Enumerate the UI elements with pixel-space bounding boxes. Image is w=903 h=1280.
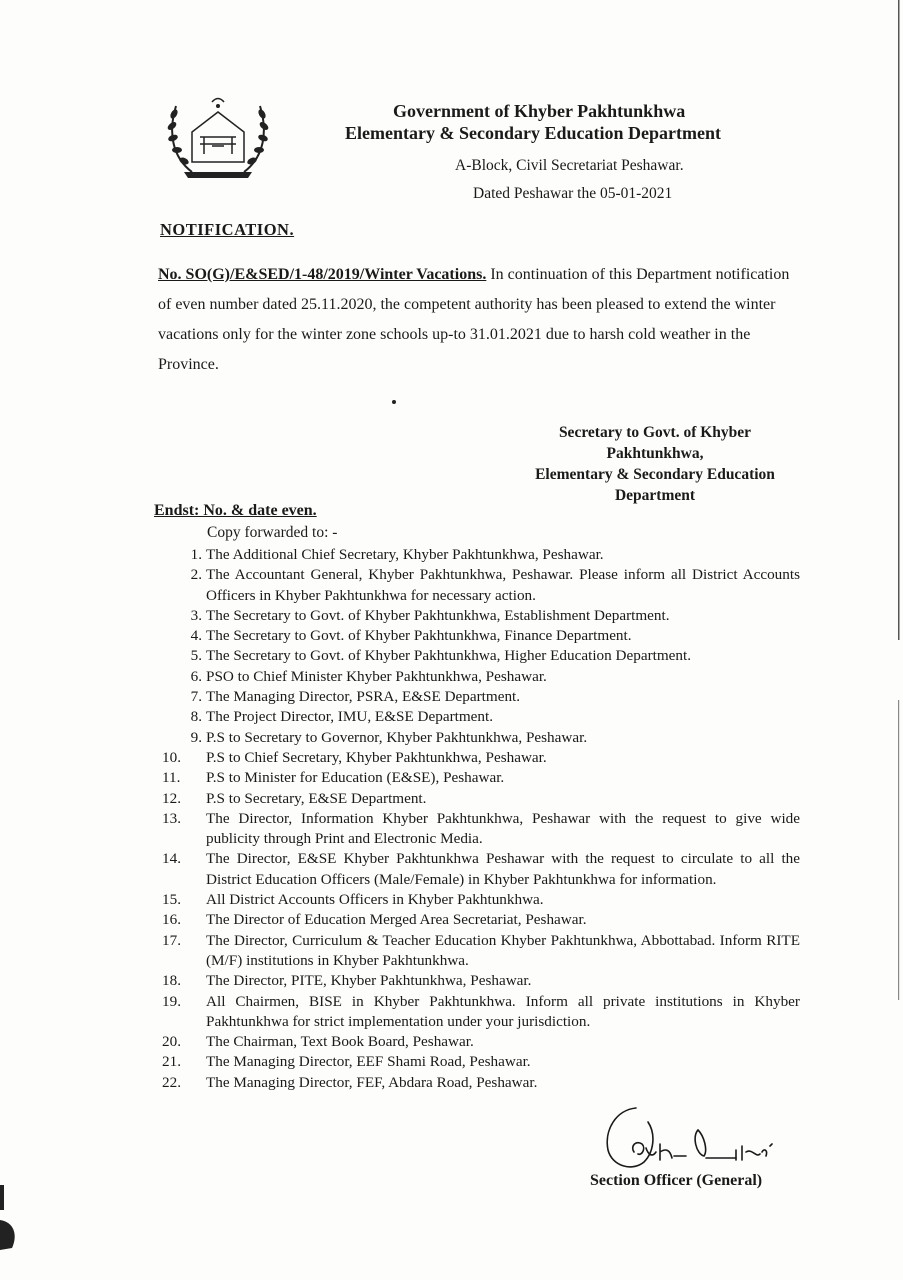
list-item-number: 1. (190, 546, 202, 563)
list-item-text: The Accountant General, Khyber Pakhtunkhwa, Peshawar. Please inform all District Accounts Officers in Khyber Pakhtunkhwa for necessary action. (206, 566, 800, 604)
list-item (162, 748, 800, 768)
list-item (168, 687, 800, 707)
list-item-number: 6. (190, 667, 202, 685)
list-item (162, 992, 800, 1033)
notification-body (158, 260, 803, 380)
distribution-list (162, 545, 800, 1093)
list-item-number: 9. (190, 728, 202, 746)
signatory-line: Secretary to Govt. of Khyber (558, 424, 752, 441)
list-item (162, 1052, 800, 1072)
letterhead (345, 100, 815, 204)
list-item-text: The Managing Director, EEF Shami Road, Peshawar. (206, 1053, 531, 1071)
list-item-text: P.S to Chief Secretary, Khyber Pakhtunkhwa, Peshawar. (206, 748, 547, 766)
list-item-number: 12. (162, 789, 181, 807)
notification-title: NOTIFICATION. (160, 220, 295, 239)
endorsement-title: Endst: No. & date even. (154, 502, 317, 519)
letterhead-department: Elementary & Secondary Education Department (345, 123, 721, 143)
list-item-number: 18. (162, 972, 181, 990)
list-item-number: 5. (190, 647, 202, 665)
list-item-number: 2. (190, 566, 202, 584)
list-item-text: The Chairman, Text Book Board, Peshawar. (206, 1033, 474, 1051)
list-item-number: 22. (162, 1073, 181, 1091)
list-item (168, 626, 800, 646)
notification-reference: No. SO(G)/E&SED/1-48/2019/Winter Vacations. (158, 266, 487, 283)
list-item (162, 768, 800, 788)
list-item-text: P.S to Secretary, E&SE Department. (206, 789, 427, 807)
list-item-text: The Secretary to Govt. of Khyber Pakhtunkhwa, Establishment Department. (206, 606, 670, 624)
list-item-number: 10. (162, 748, 181, 766)
list-item-text: The Secretary to Govt. of Khyber Pakhtunkhwa, Higher Education Department. (206, 647, 692, 665)
list-item-number: 14. (162, 850, 181, 868)
list-item (168, 707, 800, 727)
signatory-line: Elementary & Secondary Education (535, 466, 775, 483)
list-item (168, 667, 800, 687)
list-item-number: 17. (162, 931, 181, 949)
list-item-text: P.S to Minister for Education (E&SE), Peshawar. (206, 769, 505, 787)
list-item-number: 20. (162, 1033, 181, 1051)
list-item (162, 809, 800, 850)
list-item-number: 11. (162, 769, 181, 787)
notification-text: In continuation of this Department notification of even number dated 25.11.2020, the competent authority has been pleased to extend the winter vacations only for the winter zone schools up-to 31.01.2021 due to harsh cold weather in the Province. (158, 266, 790, 373)
letterhead-government: Government of Khyber Pakhtunkhwa (393, 101, 686, 121)
list-item (168, 606, 800, 626)
list-item-text: The Project Director, IMU, E&SE Department. (206, 708, 494, 726)
list-item-text: The Director, PITE, Khyber Pakhtunkhwa, Peshawar. (206, 972, 532, 990)
list-item-number: 15. (162, 891, 181, 909)
signatory-line: Pakhtunkhwa, (606, 445, 704, 462)
signatory-line: Department (614, 487, 696, 504)
list-item (162, 931, 800, 972)
stray-dot (392, 400, 396, 404)
letterhead-address: A-Block, Civil Secretariat Peshawar. (455, 157, 684, 174)
section-officer-title: Section Officer (General) (590, 1172, 763, 1189)
list-item-text: The Director of Education Merged Area Secretariat, Peshawar. (206, 911, 587, 929)
scan-edge-artifact-icon (898, 0, 901, 1280)
list-item (168, 545, 800, 565)
list-item-text: The Additional Chief Secretary, Khyber Pakhtunkhwa, Peshawar. (206, 546, 604, 563)
list-item-text: All District Accounts Officers in Khyber Pakhtunkhwa. (206, 891, 544, 909)
list-item-text: The Secretary to Govt. of Khyber Pakhtunkhwa, Finance Department. (206, 627, 632, 645)
list-item (162, 1032, 800, 1052)
letterhead-date: Dated Peshawar the 05-01-2021 (473, 185, 673, 202)
list-item-number: 16. (162, 911, 181, 929)
list-item-number: 7. (190, 688, 202, 706)
list-item-text: The Director, Information Khyber Pakhtunkhwa, Peshawar with the request to give wide publicity through Print and Electronic Media. (206, 809, 800, 848)
list-item-text: All Chairmen, BISE in Khyber Pakhtunkhwa. Inform all private institutions in Khyber Pakhtunkhwa for strict implementation under your jurisdiction. (206, 992, 800, 1030)
signatory-block (505, 422, 805, 506)
list-item (162, 890, 800, 910)
scan-edge-artifact-icon (0, 1180, 22, 1255)
list-item (162, 1073, 800, 1093)
list-item-number: 4. (190, 627, 202, 645)
list-item-text: The Managing Director, PSRA, E&SE Department. (206, 688, 521, 706)
list-item-text: The Director, E&SE Khyber Pakhtunkhwa Peshawar with the request to circulate to all the District Education Officers (Male/Female) in Khyber Pakhtunkhwa for information. (206, 850, 800, 888)
list-item-number: 21. (162, 1053, 181, 1071)
list-item-text: The Managing Director, FEF, Abdara Road, Peshawar. (206, 1073, 538, 1091)
list-item (168, 728, 800, 748)
list-item-number: 8. (190, 708, 202, 726)
list-item (162, 789, 800, 809)
handwritten-signature-icon (596, 1100, 796, 1180)
copy-forwarded-label: Copy forwarded to: - (207, 524, 338, 541)
list-item (162, 910, 800, 930)
list-item-number: 13. (162, 809, 181, 827)
list-item (168, 646, 800, 666)
list-item-number: 3. (190, 606, 202, 624)
government-emblem-icon (162, 92, 274, 184)
list-item (162, 971, 800, 991)
list-item (162, 849, 800, 890)
list-item-text: PSO to Chief Minister Khyber Pakhtunkhwa, Peshawar. (206, 667, 547, 685)
list-item (168, 565, 800, 606)
list-item-number: 19. (162, 992, 181, 1010)
list-item-text: The Director, Curriculum & Teacher Education Khyber Pakhtunkhwa, Abbottabad. Inform RITE (M/F) institutions in Khyber Pakhtunkhwa. (206, 931, 800, 969)
list-item-text: P.S to Secretary to Governor, Khyber Pakhtunkhwa, Peshawar. (206, 728, 588, 746)
